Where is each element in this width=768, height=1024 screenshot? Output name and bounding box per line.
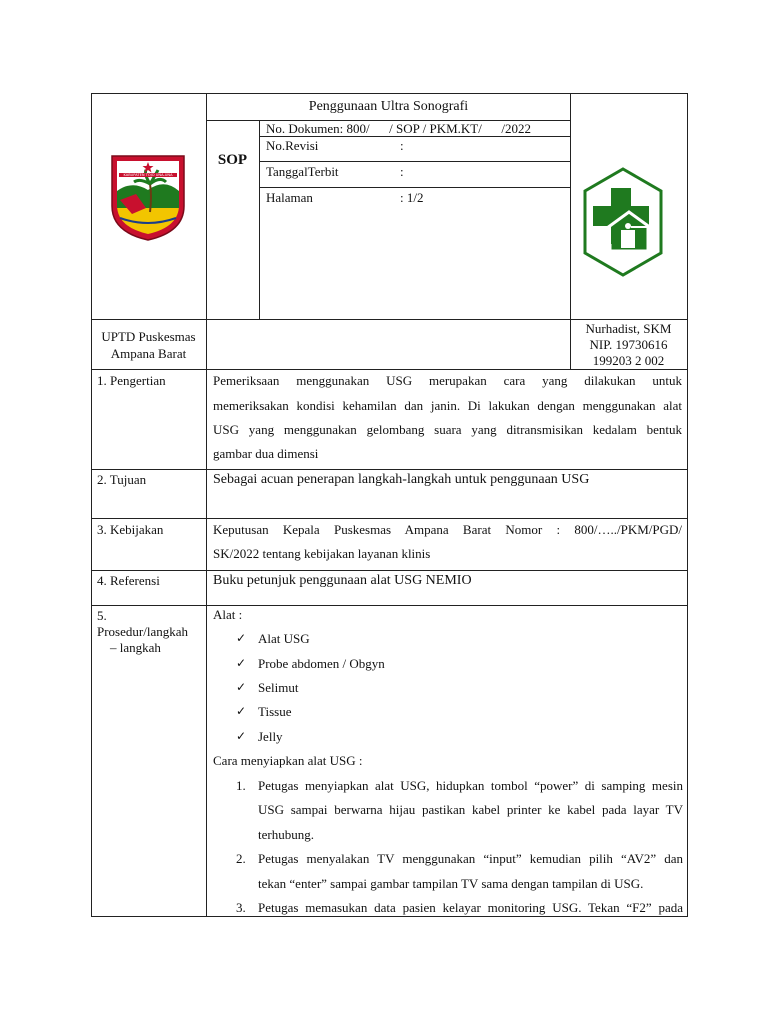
check-mark-icon: ✓	[236, 729, 247, 743]
pengertian-line: gambar dua dimensi	[213, 446, 319, 461]
step-line: Petugas menyiapkan alat USG, hidupkan tombol “power” di samping mesin	[258, 778, 683, 793]
section-label-tujuan: 2. Tujuan	[97, 472, 147, 487]
page-value: : 1/2	[400, 190, 424, 205]
step-line: Petugas menyalakan TV menggunakan “input” kemudian pilih “AV2” dan	[258, 851, 683, 866]
signer-name: Nurhadist, SKM	[585, 321, 672, 336]
step-line: terhubung.	[258, 827, 314, 842]
alat-item: Jelly	[258, 729, 283, 744]
uptd-name-line2: Ampana Barat	[110, 346, 187, 361]
kebijakan-line: Keputusan Kepala Puskesmas Ampana Barat Nomor : 800/…../PKM/PGD/	[213, 522, 682, 537]
section-label-kebijakan: 3. Kebijakan	[97, 522, 164, 537]
alat-item: Probe abdomen / Obgyn	[258, 656, 385, 671]
referensi-text: Buku petunjuk penggunaan alat USG NEMIO	[213, 573, 472, 588]
document-title: Penggunaan Ultra Sonografi	[308, 99, 469, 114]
section-label-prosedur: Prosedur/langkah	[97, 624, 188, 639]
issue-date-colon: :	[400, 164, 404, 179]
alat-item: Alat USG	[258, 631, 310, 646]
uptd-name-line1: UPTD Puskesmas	[101, 329, 196, 344]
step-number: 2.	[236, 851, 246, 866]
puskesmas-logo-icon	[581, 166, 665, 278]
page-label: Halaman	[266, 190, 313, 205]
alat-heading: Alat :	[213, 607, 243, 622]
alat-item: Selimut	[258, 680, 299, 695]
section-label-referensi: 4. Referensi	[97, 573, 160, 588]
step-line: USG sampai berwarna hijau pastikan kabel printer ke kabel pada layar TV	[258, 802, 683, 817]
check-mark-icon: ✓	[236, 680, 247, 694]
kebijakan-line: SK/2022 tentang kebijakan layanan klinis	[213, 546, 431, 561]
signer-nip-line2: 199203 2 002	[592, 353, 665, 368]
check-mark-icon: ✓	[236, 704, 247, 718]
revision-label: No.Revisi	[266, 138, 319, 153]
step-line: tekan “enter” sampai gambar tampilan TV sama dengan tampilan di USG.	[258, 876, 644, 891]
step-number: 3.	[236, 900, 246, 915]
signer-nip-line1: NIP. 19730616	[589, 337, 668, 352]
pengertian-line: USG yang menggunakan gelombang suara yang ditransmisikan kedalam bentuk	[213, 422, 682, 437]
alat-item: Tissue	[258, 704, 292, 719]
pengertian-line: memeriksakan kondisi kehamilan dan janin. Di lakukan dengan menggunakan alat	[213, 398, 682, 413]
step-number: 1.	[236, 778, 246, 793]
step-line: Petugas memasukan data pasien kelayar monitoring USG. Tekan “F2” pada	[258, 900, 683, 915]
section-label-pengertian: 1. Pengertian	[97, 373, 166, 388]
sop-label: SOP	[217, 152, 248, 168]
tujuan-text: Sebagai acuan penerapan langkah-langkah untuk penggunaan USG	[213, 472, 590, 487]
regency-emblem-icon	[106, 148, 190, 242]
cara-heading: Cara menyiapkan alat USG :	[213, 753, 363, 768]
revision-colon: :	[400, 138, 404, 153]
emblem-ribbon-text: KABUPATEN TOJO UNA-UNA	[123, 173, 173, 178]
section-label-prosedur-cont: – langkah	[110, 640, 161, 655]
document-number: No. Dokumen: 800/ / SOP / PKM.KT/ /2022	[266, 121, 531, 136]
issue-date-label: TanggalTerbit	[266, 164, 339, 179]
section-label-prosedur-number: 5.	[97, 608, 107, 623]
pengertian-line: Pemeriksaan menggunakan USG merupakan cara yang dilakukan untuk	[213, 373, 682, 388]
check-mark-icon: ✓	[236, 631, 247, 645]
check-mark-icon: ✓	[236, 656, 247, 670]
